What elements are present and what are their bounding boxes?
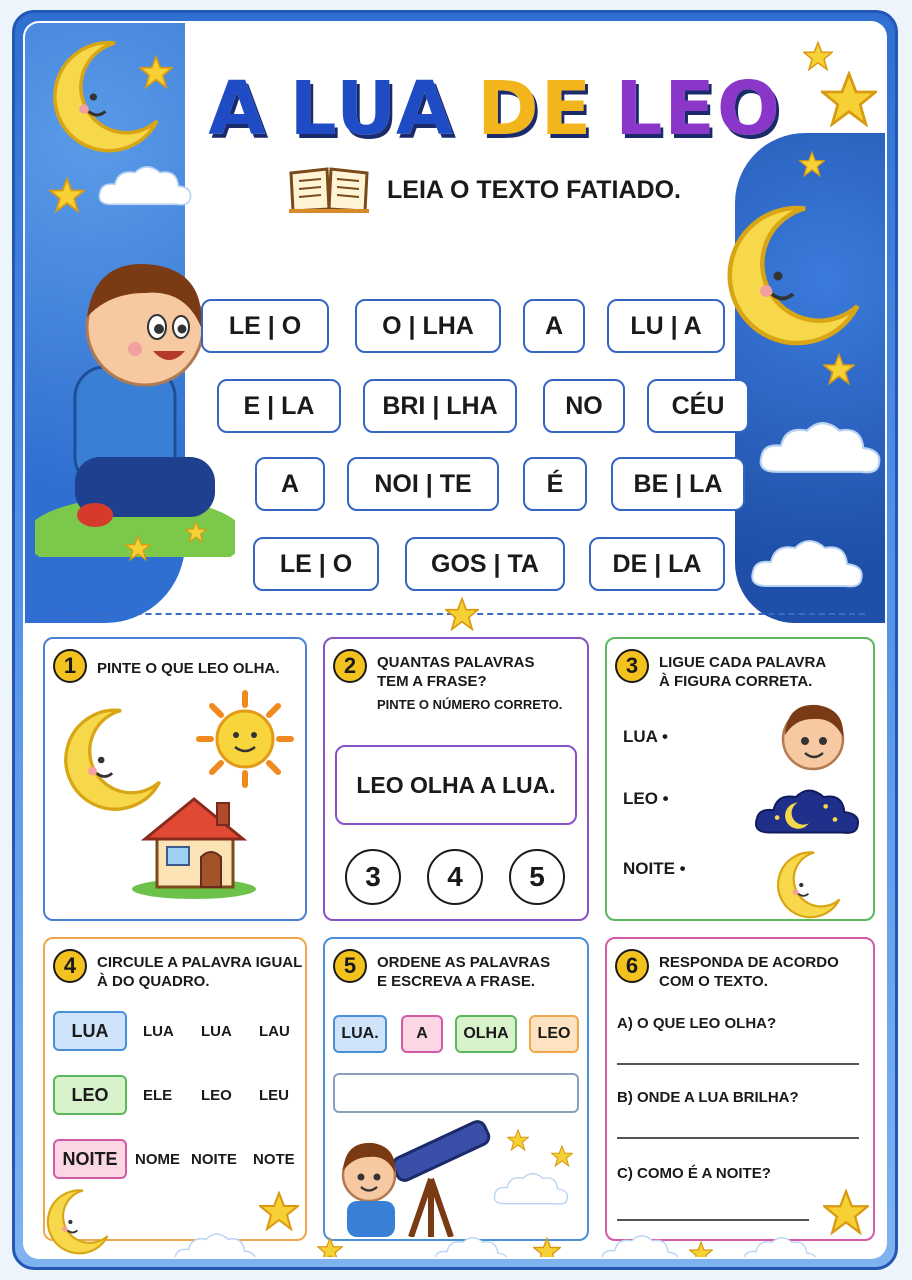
activity-instruction: RESPONDA DE ACORDO COM O TEXTO. (659, 954, 839, 990)
star-icon (821, 71, 877, 127)
syllable-chip: LE | O (253, 537, 379, 591)
word-option[interactable]: LUA (143, 1023, 174, 1040)
activity-5-card (323, 937, 589, 1241)
target-word-leo: LEO (53, 1075, 127, 1115)
cloud-icon (155, 1229, 275, 1259)
syllable-chip: NO (543, 379, 625, 433)
word-card[interactable]: LEO (529, 1015, 579, 1053)
activity-number: 4 (53, 949, 87, 983)
star-icon (551, 1145, 573, 1167)
activity-instruction: ORDENE AS PALAVRAS E ESCREVA A FRASE. (377, 954, 551, 990)
activity-number: 3 (615, 649, 649, 683)
title-word-lua: LUA (289, 66, 456, 152)
star-icon (317, 1237, 343, 1259)
activity-number: 1 (53, 649, 87, 683)
activity-number: 5 (333, 949, 367, 983)
match-word-lua[interactable]: LUA • (623, 727, 668, 746)
activity-4-card (43, 937, 307, 1241)
target-word-noite: NOITE (53, 1139, 127, 1179)
cloud-icon (491, 1169, 571, 1209)
activity-number: 6 (615, 949, 649, 983)
question-a: A) O QUE LEO OLHA? (617, 1015, 777, 1032)
star-icon (689, 1241, 713, 1259)
star-icon (185, 521, 207, 543)
answer-line-b[interactable] (617, 1137, 859, 1139)
syllable-chip: E | LA (217, 379, 341, 433)
match-word-noite[interactable]: NOITE • (623, 859, 686, 878)
target-word-lua: LUA (53, 1011, 127, 1051)
subtitle-text: LEIA O TEXTO FATIADO. (387, 175, 681, 204)
syllable-chip: É (523, 457, 587, 511)
activity-1-card (43, 637, 307, 921)
cloud-icon (725, 1233, 835, 1259)
word-option[interactable]: LAU (259, 1023, 290, 1040)
word-option[interactable]: LEU (259, 1087, 289, 1104)
book-icon (287, 165, 371, 215)
syllable-chip: CÉU (647, 379, 749, 433)
boy-face-icon[interactable] (773, 695, 853, 775)
syllable-chip: BRI | LHA (363, 379, 517, 433)
activity-6-card (605, 937, 875, 1241)
syllable-chip: A (255, 457, 325, 511)
number-option-3[interactable]: 3 (345, 849, 401, 905)
activity-instruction: PINTE O QUE LEO OLHA. (97, 660, 280, 677)
syllable-chip: O | LHA (355, 299, 501, 353)
title-word-a: A (208, 66, 268, 152)
word-option[interactable]: NOITE (191, 1151, 237, 1168)
answer-line-a[interactable] (617, 1063, 859, 1065)
moon-icon (41, 1187, 111, 1257)
title-word-de: DE (477, 66, 594, 152)
syllable-chip: LE | O (201, 299, 329, 353)
word-option[interactable]: NOTE (253, 1151, 295, 1168)
moon-icon (715, 191, 865, 361)
star-icon (507, 1129, 529, 1151)
worksheet-frame (12, 10, 898, 1270)
word-option[interactable]: NOME (135, 1151, 180, 1168)
cloud-icon (755, 413, 885, 483)
star-icon (445, 597, 479, 631)
activity-instruction: CIRCULE A PALAVRA IGUAL À DO QUADRO. (97, 954, 303, 990)
cloud-icon (747, 533, 867, 595)
word-card[interactable]: OLHA (455, 1015, 517, 1053)
title-word-leo: LEO (615, 66, 782, 152)
number-option-4[interactable]: 4 (427, 849, 483, 905)
activity-3-card (605, 637, 875, 921)
star-icon (799, 151, 825, 177)
star-icon (259, 1191, 299, 1231)
night-sky-icon[interactable] (751, 779, 863, 845)
syllable-chip: GOS | TA (405, 537, 565, 591)
boy-icon (35, 237, 235, 557)
star-icon (125, 535, 151, 561)
star-icon (533, 1237, 561, 1259)
match-word-leo[interactable]: LEO • (623, 789, 669, 808)
syllable-chip: BE | LA (611, 457, 745, 511)
telescope-icon (331, 1119, 501, 1237)
sentence-box: LEO OLHA A LUA. (335, 745, 577, 825)
activity-instruction: QUANTAS PALAVRAS TEM A FRASE? (377, 654, 535, 690)
word-option[interactable]: LUA (201, 1023, 232, 1040)
question-b: B) ONDE A LUA BRILHA? (617, 1089, 799, 1106)
star-icon (823, 353, 855, 385)
syllable-chip: LU | A (607, 299, 725, 353)
activity-number: 2 (333, 649, 367, 683)
word-option[interactable]: LEO (201, 1087, 232, 1104)
activity-instruction: LIGUE CADA PALAVRA À FIGURA CORRETA. (659, 654, 827, 690)
star-icon (823, 1189, 869, 1235)
page-title (195, 59, 795, 159)
word-option[interactable]: ELE (143, 1087, 173, 1104)
moon-icon[interactable] (771, 849, 843, 921)
worksheet-content (23, 21, 887, 1259)
subtitle (287, 165, 681, 215)
activity-sub-instruction: PINTE O NÚMERO CORRETO. (377, 697, 563, 712)
syllable-chip: NOI | TE (347, 457, 499, 511)
answer-input-box[interactable] (333, 1073, 579, 1113)
syllable-chip: DE | LA (589, 537, 725, 591)
cloud-icon (421, 1233, 521, 1259)
cloud-icon (585, 1231, 695, 1259)
word-card[interactable]: A (401, 1015, 443, 1053)
activity-2-card (323, 637, 589, 921)
house-icon[interactable] (129, 789, 259, 899)
star-icon (139, 55, 173, 89)
word-card[interactable]: LUA. (333, 1015, 387, 1053)
question-c: C) COMO É A NOITE? (617, 1165, 771, 1182)
star-icon (49, 177, 85, 213)
answer-line-c[interactable] (617, 1219, 809, 1221)
sun-icon[interactable] (195, 689, 295, 789)
syllable-chip: A (523, 299, 585, 353)
cloud-icon (95, 161, 195, 211)
number-option-5[interactable]: 5 (509, 849, 565, 905)
star-icon (803, 41, 833, 71)
